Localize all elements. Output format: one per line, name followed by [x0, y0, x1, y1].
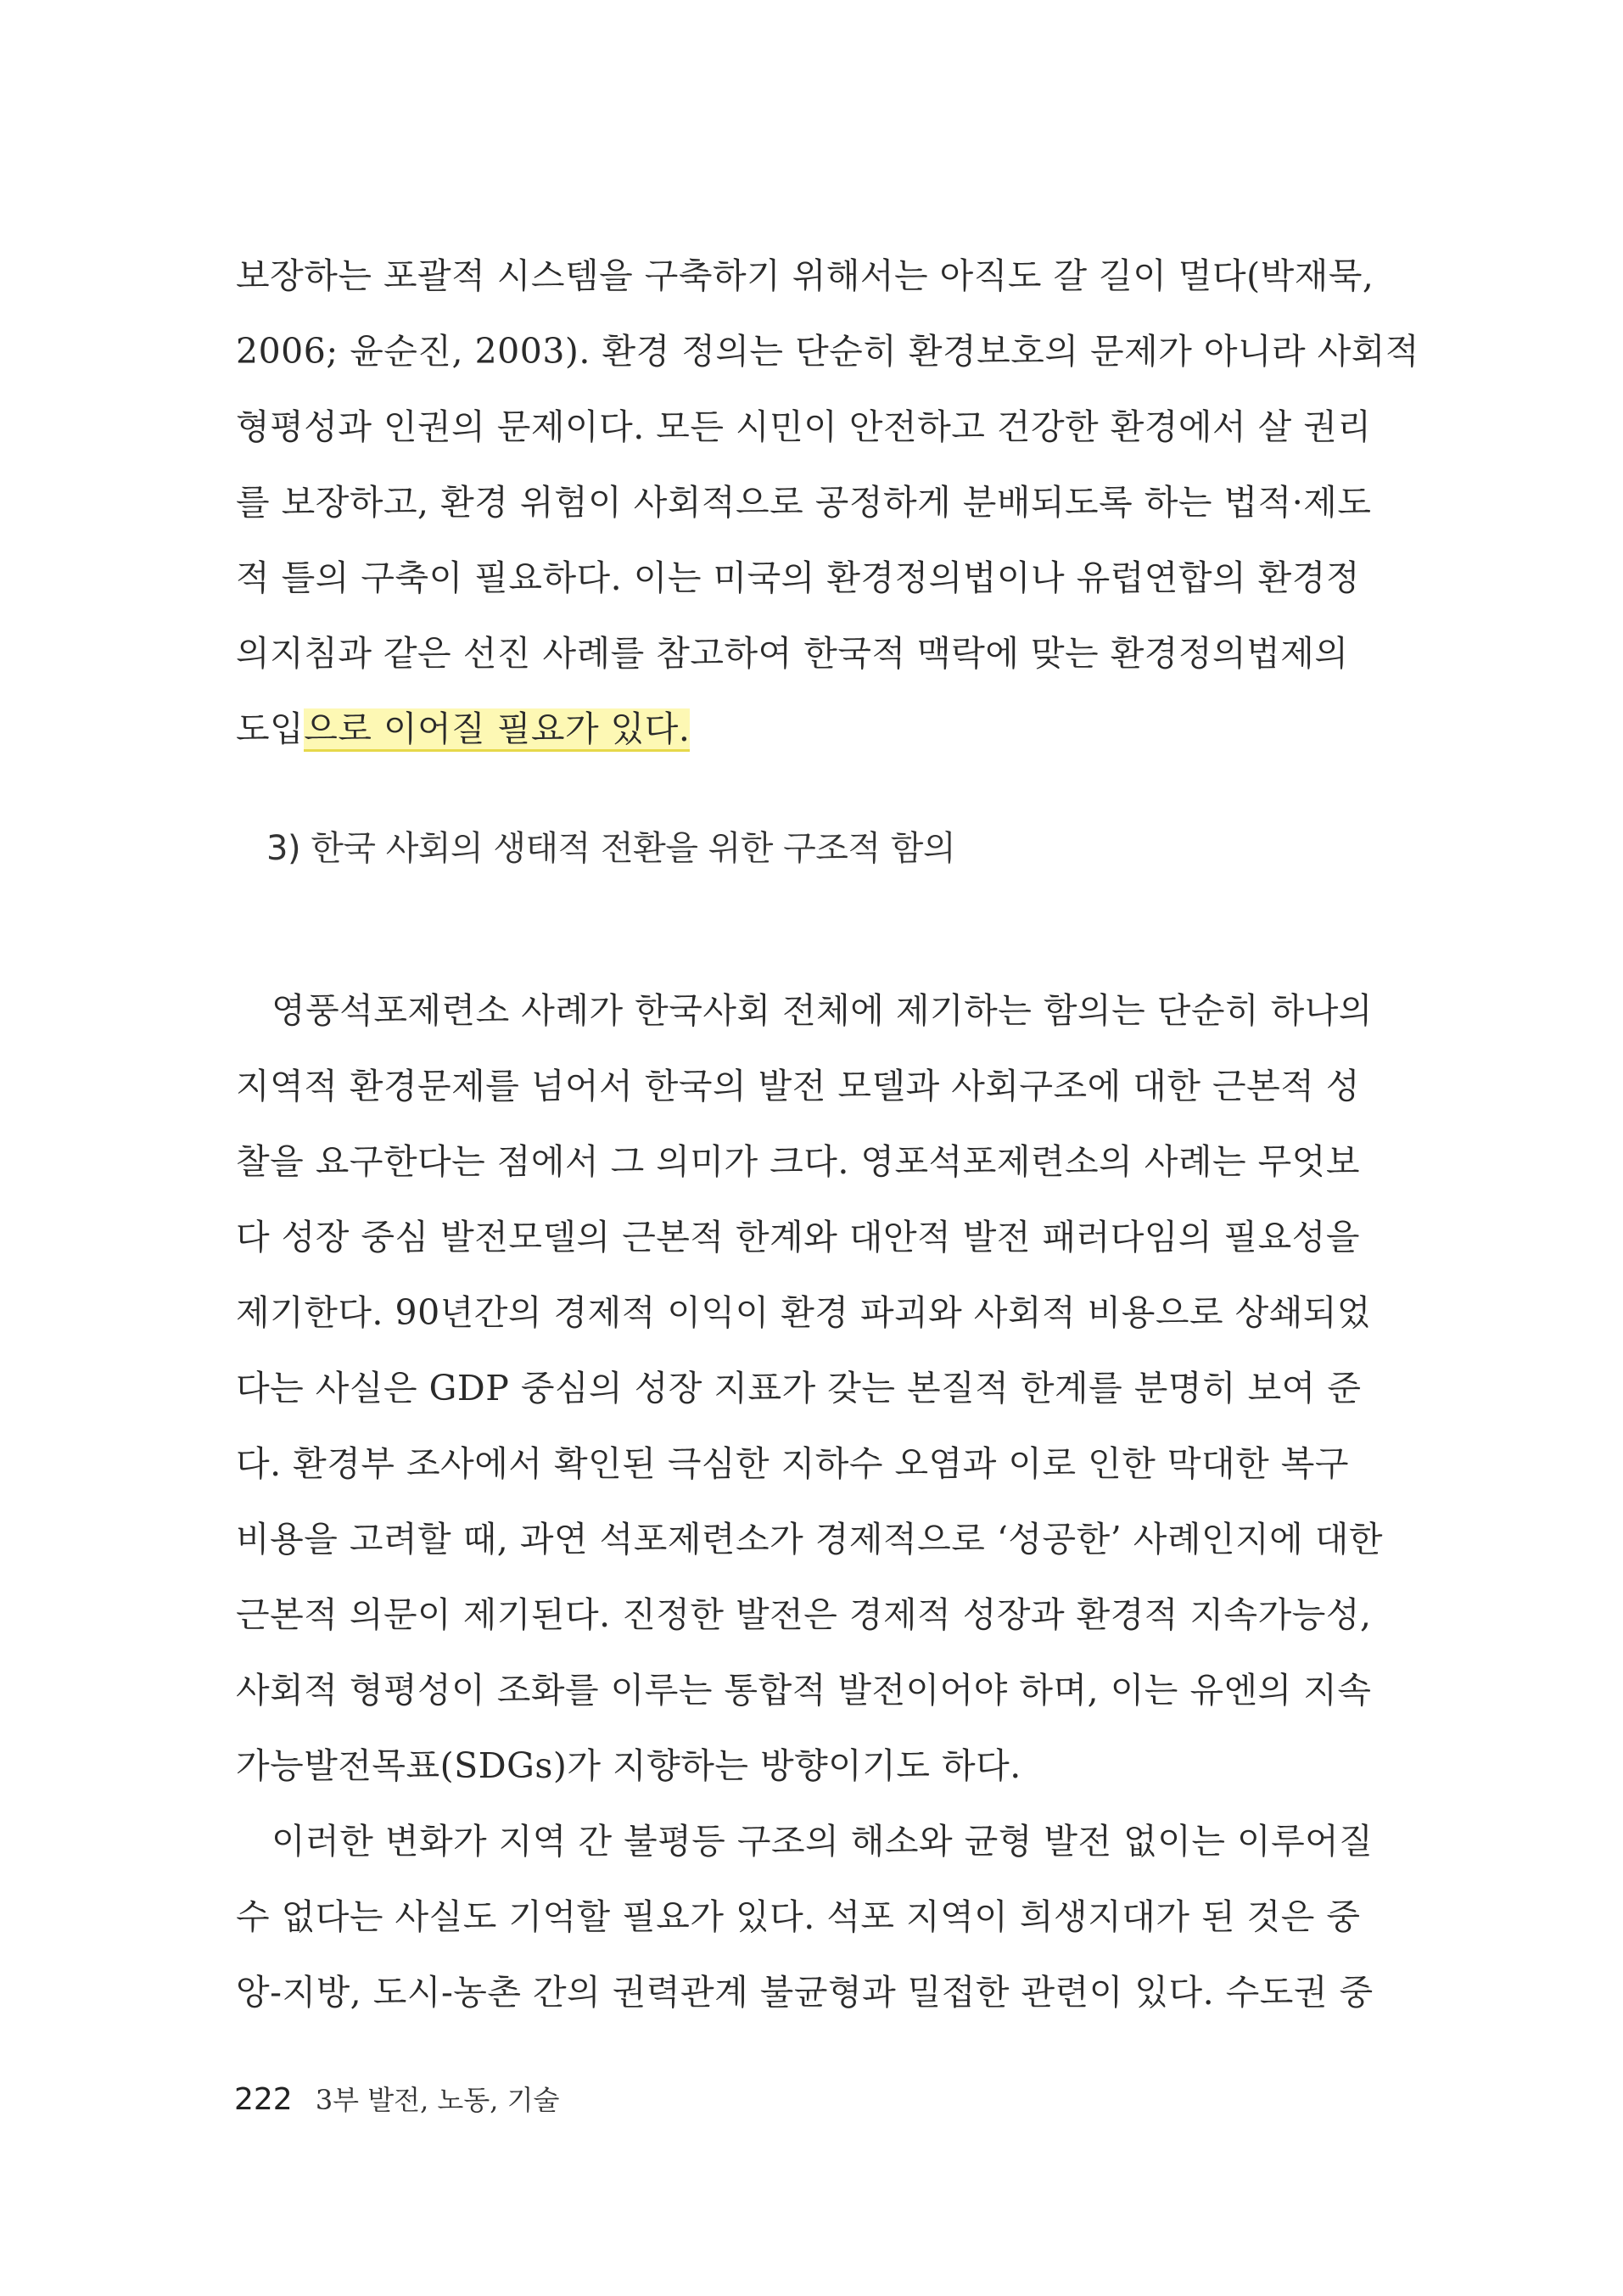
highlighted-text: 으로 이어질 필요가 있다.: [304, 708, 690, 752]
paragraph-line: 제기한다. 90년간의 경제적 이익이 환경 파괴와 사회적 비용으로 상쇄되었: [236, 1292, 1372, 1333]
paragraph-line: 지역적 환경문제를 넘어서 한국의 발전 모델과 사회구조에 대한 근본적 성: [236, 1066, 1360, 1106]
paragraph-3: [236, 1804, 1374, 2030]
paragraph-line: 2006; 윤순진, 2003). 환경 정의는 단순히 환경보호의 문제가 아니라 사회적: [236, 331, 1419, 372]
paragraph-line: 앙-지방, 도시-농촌 간의 권력관계 불균형과 밀접한 관련이 있다. 수도권 중: [236, 1972, 1374, 2013]
paragraph-2: [236, 973, 1384, 1804]
paragraph-line: 다. 환경부 조사에서 확인된 극심한 지하수 오염과 이로 인한 막대한 복구: [236, 1443, 1349, 1484]
paragraph-last-line: [236, 692, 1341, 767]
paragraph-line: 이러한 변화가 지역 간 불평등 구조의 해소와 균형 발전 없이는 이루어질: [271, 1821, 1374, 1862]
page-footer: [234, 2079, 559, 2118]
paragraph-line: 비용을 고려할 때, 과연 석포제련소가 경제적으로 ‘성공한’ 사례인지에 대한: [236, 1519, 1384, 1560]
paragraph-line: 영풍석포제련소 사례가 한국사회 전체에 제기하는 함의는 단순히 하나의: [271, 990, 1373, 1031]
paragraph-line: 수 없다는 사실도 기억할 필요가 있다. 석포 지역이 희생지대가 된 것은 중: [236, 1896, 1361, 1937]
paragraph-1: [236, 238, 1419, 767]
paragraph-line: 를 보장하고, 환경 위험이 사회적으로 공정하게 분배되도록 하는 법적·제도: [236, 482, 1372, 523]
paragraph-line: 보장하는 포괄적 시스템을 구축하기 위해서는 아직도 갈 길이 멀다(박재묵,: [236, 255, 1374, 296]
paragraph-last-line: 가능발전목표(SDGs)가 지향하는 방향이기도 하다.: [236, 1745, 1021, 1786]
paragraph-line: 형평성과 인권의 문제이다. 모든 시민이 안전하고 건강한 환경에서 살 권리: [236, 406, 1372, 447]
paragraph-line: 다 성장 중심 발전모델의 근본적 한계와 대안적 발전 패러다임의 필요성을: [236, 1217, 1360, 1257]
paragraph-line: 찰을 요구한다는 점에서 그 의미가 크다. 영포석포제련소의 사례는 무엇보: [236, 1141, 1360, 1182]
plain-text: 도입: [236, 708, 305, 749]
paragraph-line: 적 틀의 구축이 필요하다. 이는 미국의 환경정의법이나 유럽연합의 환경정: [236, 557, 1360, 598]
section-heading: 3) 한국 사회의 생태적 전환을 위한 구조적 함의: [266, 829, 956, 868]
paragraph-line: 다는 사실은 GDP 중심의 성장 지표가 갖는 본질적 한계를 분명히 보여 준: [236, 1368, 1362, 1408]
paragraph-line: 사회적 형평성이 조화를 이루는 통합적 발전이어야 하며, 이는 유엔의 지속: [236, 1670, 1372, 1711]
running-title: 3부 발전, 노동, 기술: [315, 2084, 560, 2116]
page-number: 222: [234, 2082, 293, 2117]
paragraph-line: 의지침과 같은 선진 사례를 참고하여 한국적 맥락에 맞는 환경정의법제의: [236, 633, 1349, 674]
paragraph-line: 근본적 의문이 제기된다. 진정한 발전은 경제적 성장과 환경적 지속가능성,: [236, 1594, 1372, 1635]
